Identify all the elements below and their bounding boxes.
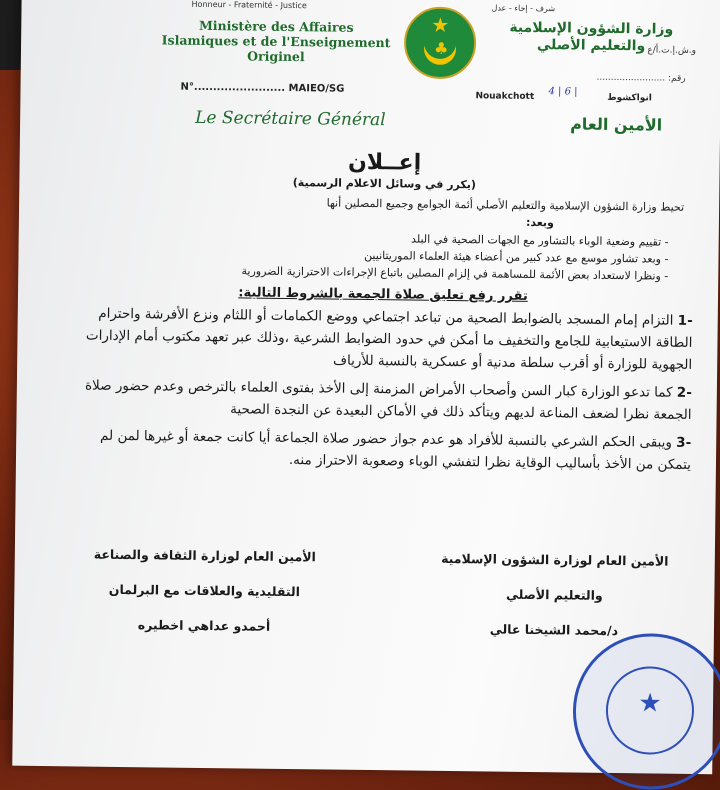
secretary-general-ar: الأمين العام [570,114,663,135]
announcement-title: إعــلان [347,149,422,176]
signature-line: الأمين العام لوزارة الشؤون الإسلامية [441,550,669,569]
national-seal-icon: ★ ♣ [404,6,477,79]
ministry-fr-line: Originel [247,48,305,65]
signature-line: والتعليم الأصلي [505,586,603,603]
condition-number: -3 [676,434,692,451]
ref-code-ar: و.ش.إ.ت.أ/ع [647,45,697,56]
signature-line: أحمدو عداهي اخطيره [137,617,271,634]
considerations-list [73,226,694,285]
signature-block [70,536,690,639]
motto-fr: Honneur - Fraternité - Justice [191,0,307,11]
ministry-ar-line: والتعليم الأصلي [536,37,646,55]
announcement-body [71,146,695,482]
announcement-subtitle: (يكرر في وسائل الاعلام الرسمية) [292,176,477,192]
condition-item [72,302,693,376]
city-ar: انواكشوط [607,92,652,104]
list-item: - وبعد تشاور موسع مع عدد كبير من أعضاء هيئة العلماء الموريتانيين [73,243,668,267]
motto-ar: شرف - إخاء - عدل [491,3,556,14]
signature-line: الأمين العام لوزارة الثقافة والصناعة [93,546,316,565]
condition-number: -1 [677,312,693,329]
list-item: - ونظرا لاستعداد بعض الأئمة للمساهمة في إلزام المصلين باتباع الإجراءات الاحترازية الضرورية [73,260,668,284]
document-page [12,0,720,774]
list-item: - تقييم وضعية الوباء بالتشاور مع الجهات الصحية في البلد [74,226,669,250]
announcement-intro: تحيط وزارة الشؤون الإسلامية والتعليم الأصلي أئمة الجوامع وجميع المصلين أنها [326,196,685,214]
condition-item [71,424,691,476]
condition-number: -2 [676,384,692,401]
after-heading: وبعد: [525,215,555,230]
ref-number-ar: رقم: ........................ [596,72,686,84]
condition-text: كما تدعو الوزارة كبار السن وأصحاب الأمراض المزمنة إلى الأخذ بفتوى العلماء بالترخص وعدم حضور صلاة الجمعة نظرا لضعف المناعة لديهم ويتأكد ذلك في الأماكن البعيدة عن النجدة الصحية [84,377,692,423]
signature-line: د/محمد الشيخنا عالي [489,621,619,639]
ministry-name-fr [161,17,392,65]
signature-line: التقليدية والعلاقات مع البرلمان [108,581,301,600]
official-stamp-icon: ★ [572,633,720,790]
secretary-general-fr: Le Secrétaire Général [195,107,386,131]
ministry-fr-line: Ministère des Affaires [198,17,354,35]
condition-item [71,374,691,426]
handwritten-date: 4 | 6 | [548,86,578,98]
ministry-ar-line: وزارة الشؤون الإسلامية [509,19,674,38]
ministry-fr-line: Islamiques et de l'Enseignement [161,32,391,51]
city-fr: Nouakchott [475,91,535,102]
signature-ministry-culture [69,536,340,644]
reference-number-fr: N°........................ MAIEO/SG [180,81,345,95]
decision-heading: تقرر رفع تعليق صلاة الجمعة بالشروط التالية: [238,285,528,304]
condition-text: التزام إمام المسجد بالضوابط الصحية من تباعد اجتماعي ووضع الكمامات أو اللثام ونزع الأفرشة واحترام الطاقة الاستيعابية للجامع والتخفيف ما أمكن في حدود الضوابط الشرعية ،وذلك عبر تعهد مكتوب أمام الإدارات الجهوية للوزارة أو أقرب سلطة مدنية أو عسكرية بالنسبة للأرياف [85,305,693,373]
condition-text: ويبقى الحكم الشرعي بالنسبة للأفراد هو عدم جواز حضور صلاة الجماعة أيا كانت جمعة أو غيرها لمن لم يتمكن من الأخذ بأساليب الوقاية نظرا لتفشي الوباء وصعوبة الاحتراز منه. [100,427,692,473]
